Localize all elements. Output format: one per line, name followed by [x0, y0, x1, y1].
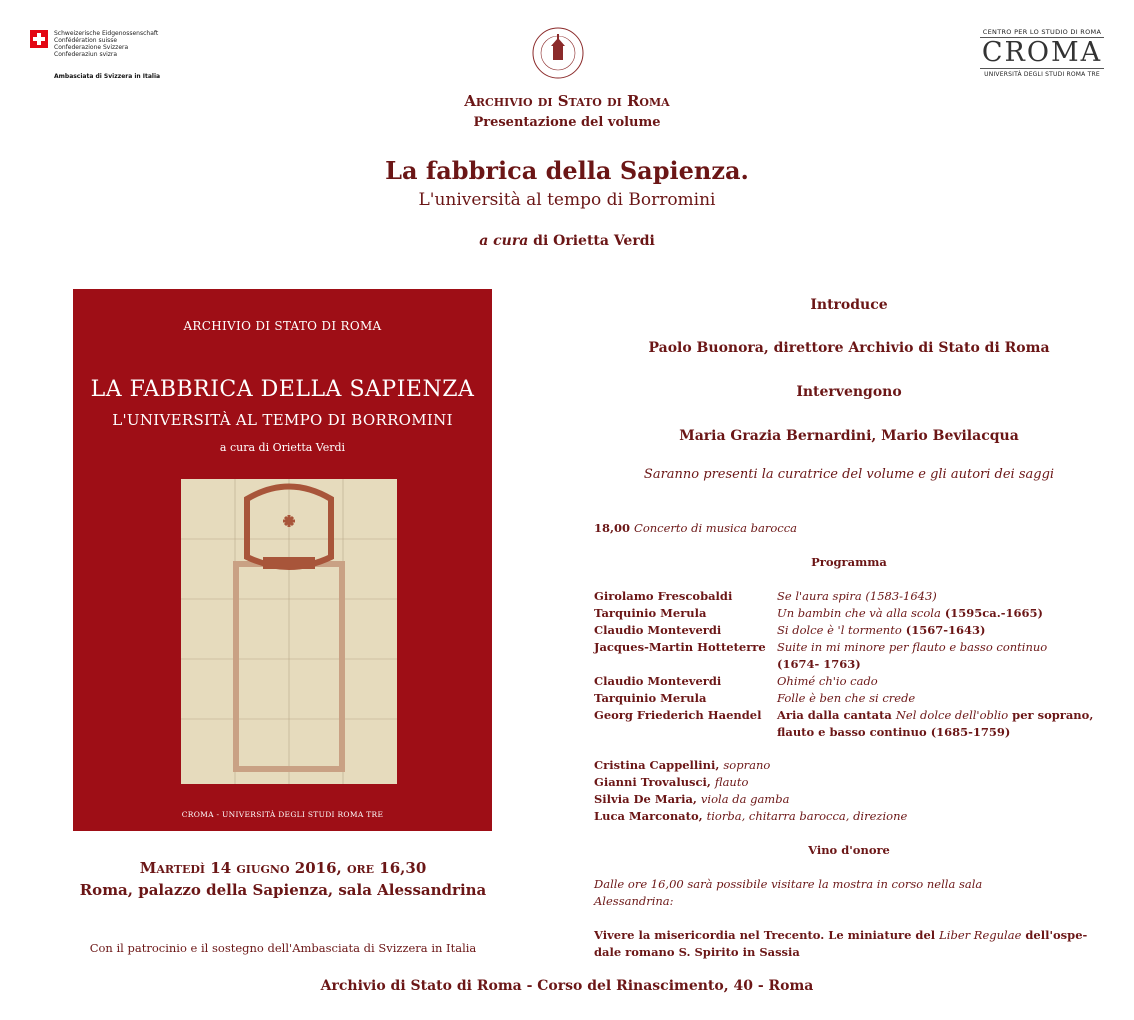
patronage-note: Con il patrocinio e il sostegno dell'Ambasciata di Svizzera in Italia: [89, 941, 477, 955]
performers-list: [594, 757, 907, 825]
program-row: [594, 605, 1114, 622]
composer: Tarquinio Merula: [594, 606, 707, 620]
cover-editor: a cura di Orietta Verdi: [219, 441, 346, 454]
event-date: Martedì 14 giugno 2016, ore 16,30: [139, 859, 427, 877]
cover-subtitle: L'UNIVERSITÀ AL TEMPO DI BORROMINI: [112, 411, 453, 429]
vino-label: Vino d'onore: [808, 843, 890, 857]
program-list: [594, 588, 1114, 741]
cura-name: di Orietta Verdi: [528, 233, 655, 249]
work: Ohimé ch'io cado: [777, 674, 878, 688]
composer: Georg Friederich Haendel: [594, 708, 762, 722]
editor-line: [0, 233, 1134, 249]
program-row: [594, 690, 1114, 707]
work-line2: flauto e basso continuo (1685-1759): [777, 725, 1011, 739]
program-row: [594, 639, 1114, 673]
composer: Girolamo Frescobaldi: [594, 589, 733, 603]
croma-logo: CENTRO PER LO STUDIO DI ROMA CROMA UNIVERSITÀ DEGLI STUDI ROMA TRE: [981, 28, 1103, 78]
performer: Cristina Cappellini, soprano: [594, 758, 771, 772]
program-row: [594, 707, 1114, 741]
work: Si dolce è 'l tormento: [777, 623, 902, 637]
work-dates: (1674- 1763): [777, 657, 861, 671]
book-title: La fabbrica della Sapienza.: [385, 156, 749, 185]
speakers-note: Saranno presenti la curatrice del volume e gli autori dei saggi: [643, 467, 1055, 482]
footer-address: Archivio di Stato di Roma - Corso del Rinascimento, 40 - Roma: [320, 978, 814, 994]
archive-seal-icon: [531, 26, 585, 80]
cover-title: LA FABBRICA DELLA SAPIENZA: [90, 377, 475, 402]
work: Suite in mi minore per flauto e basso continuo: [777, 640, 1048, 654]
programma-heading: Programma: [811, 555, 887, 569]
program-row: [594, 673, 1114, 690]
swiss-embassy-logo: [30, 30, 210, 85]
concert-time: 18,00: [594, 521, 635, 535]
performer: Luca Marconato, tiorba, chitarra barocca, direzione: [594, 809, 908, 823]
work-dates: (1567-1643): [901, 623, 986, 637]
composer: Tarquinio Merula: [594, 691, 707, 705]
composer: Claudio Monteverdi: [594, 674, 722, 688]
concert-line: [594, 521, 797, 535]
cover-archive: ARCHIVIO DI STATO DI ROMA: [183, 319, 382, 333]
book-cover-image: [73, 289, 492, 831]
presentation-label: Presentazione del volume: [473, 115, 661, 130]
swiss-flag-icon: [30, 30, 48, 48]
archive-heading: Archivio di Stato di Roma: [464, 92, 670, 110]
program-row: [594, 588, 1114, 605]
intervengono-label: Intervengono: [796, 384, 902, 400]
composer: Claudio Monteverdi: [594, 623, 722, 637]
cura-prefix: a cura: [479, 233, 529, 249]
book-subtitle: L'università al tempo di Borromini: [418, 190, 716, 210]
work-pre: Aria dalla cantata: [777, 708, 896, 722]
cover-publisher: CROMA - UNIVERSITÀ DEGLI STUDI ROMA TRE: [181, 810, 384, 819]
exhibition-note: Dalle ore 16,00 sarà possibile visitare la mostra in corso nella sala Alessandrina:: [594, 877, 983, 908]
composer: Jacques-Martin Hotteterre: [594, 640, 766, 654]
swiss-confederation-names: Schweizerische Eidgenossenschaft Confédération suisse Confederazione Svizzera Confederaziun svizra: [54, 30, 159, 58]
performer: Gianni Trovalusci, flauto: [594, 775, 749, 789]
work: Folle è ben che si crede: [777, 691, 916, 705]
work: Se l'aura spira (1583-1643): [777, 589, 937, 603]
work-dates: (1595ca.-1665): [940, 606, 1043, 620]
event-place: Roma, palazzo della Sapienza, sala Alessandrina: [79, 881, 487, 899]
exhibition-title: Vivere la misericordia nel Trecento. Le miniature del Liber Regulae dell'ospe- dale romano S. Spirito in Sassia: [594, 928, 1088, 959]
program-row: [594, 622, 1114, 639]
work: Nel dolce dell'oblio: [895, 708, 1009, 722]
intervengono-speakers: Maria Grazia Bernardini, Mario Bevilacqua: [679, 428, 1019, 444]
architectural-plan-drawing: [181, 479, 397, 784]
concert-title: Concerto di musica barocca: [634, 521, 798, 535]
introduce-label: Introduce: [810, 297, 888, 313]
work-post: per soprano,: [1008, 708, 1094, 722]
swiss-embassy-label: Ambasciata di Svizzera in Italia: [54, 73, 161, 80]
introduce-speaker: Paolo Buonora, direttore Archivio di Stato di Roma: [648, 340, 1050, 356]
performer: Silvia De Maria, viola da gamba: [594, 792, 790, 806]
work: Un bambin che và alla scola: [777, 606, 941, 620]
